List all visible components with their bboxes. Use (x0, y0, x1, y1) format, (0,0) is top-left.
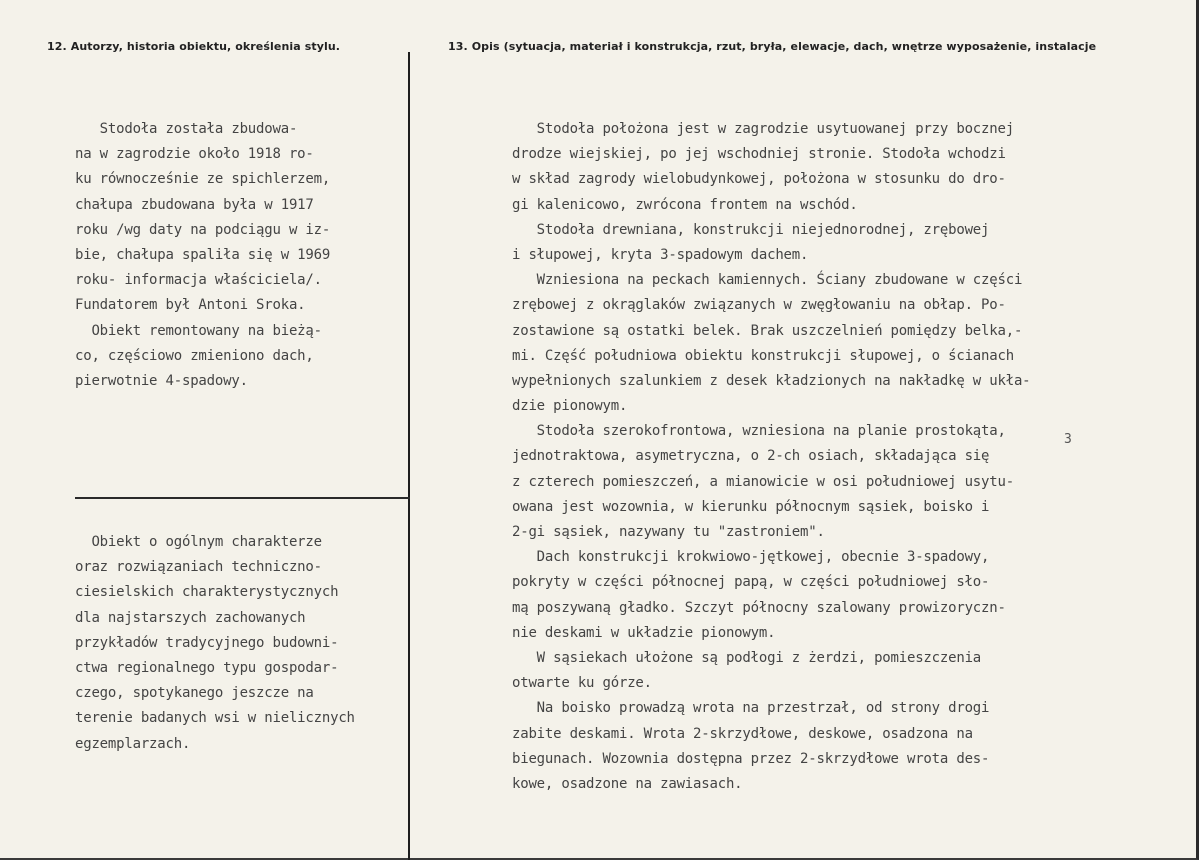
text-line: na w zagrodzie około 1918 ro- (75, 146, 314, 163)
text-line: Stodoła została zbudowa- (75, 121, 298, 137)
text-line: Stodoła położona jest w zagrodzie usytuowanej przy bocznej (512, 121, 1014, 137)
text-line: roku- informacja właściciela/. (75, 272, 322, 289)
text-line: przykładów tradycyjnego budowni- (75, 634, 339, 651)
text-line: Stodoła drewniana, konstrukcji niejednorodnej, zrębowej (512, 221, 990, 238)
text-line: dzie pionowym. (512, 398, 628, 415)
text-line: wypełnionych szalunkiem z desek kładzionych na nakładkę w ukła- (512, 372, 1031, 389)
text-line: z czterech pomieszczeń, a mianowicie w osi południowej usytu- (512, 473, 1014, 490)
margin-note: 3 (1064, 432, 1072, 447)
text-line: ciesielskich charakterystycznych (75, 584, 339, 601)
left-section-divider (75, 497, 410, 499)
text-line: kowe, osadzone na zawiasach. (512, 775, 743, 792)
text-line: zostawione są ostatki belek. Brak uszczelnień pomiędzy belka,- (512, 322, 1023, 339)
text-line: pierwotnie 4-spadowy. (75, 372, 248, 389)
history-text (75, 117, 330, 394)
text-line: otwarte ku górze. (512, 675, 652, 692)
text-line: mi. Część południowa obiektu konstrukcji słupowej, o ścianach (512, 347, 1014, 364)
text-line: Obiekt remontowany na bieżą- (75, 322, 322, 339)
text-line: drodze wiejskiej, po jej wschodniej stronie. Stodoła wchodzi (512, 146, 1006, 163)
section-12-header: 12. Autorzy, historia obiektu, określenia stylu. (47, 40, 341, 53)
text-line: gi kalenicowo, zwrócona frontem na wschód. (512, 196, 858, 213)
text-line: Wzniesiona na peckach kamiennych. Ściany zbudowane w części (512, 272, 1023, 289)
section-13-header: 13. Opis (sytuacja, materiał i konstrukcja, rzut, bryła, elewacje, dach, wnętrze wyposażenie, instalacje (448, 40, 1097, 53)
text-line: mą poszywaną gładko. Szczyt północny szalowany prowizoryczn- (512, 599, 1006, 616)
text-line: oraz rozwiązaniach techniczno- (75, 559, 322, 576)
text-line: zrębowej z okrąglaków związanych w zwęgłowaniu na obłap. Po- (512, 297, 1006, 314)
text-line: roku /wg daty na podciągu w iz- (75, 221, 331, 238)
text-line: bie, chałupa spaliła się w 1969 (75, 246, 331, 263)
text-line: zabite deskami. Wrota 2-skrzydłowe, deskowe, osadzona na (512, 725, 973, 742)
text-line: Dach konstrukcji krokwiowo-jętkowej, obecnie 3-spadowy, (512, 549, 990, 566)
text-line: jednotraktowa, asymetryczna, o 2-ch osiach, składająca się (512, 448, 990, 465)
column-divider (408, 52, 410, 860)
text-line: ku równocześnie ze spichlerzem, (75, 171, 331, 188)
text-line: owana jest wozownia, w kierunku północnym sąsiek, boisko i (512, 498, 990, 515)
text-line: egzemplarzach. (75, 735, 191, 752)
text-line: ctwa regionalnego typu gospodar- (75, 659, 339, 676)
text-line: Na boisko prowadzą wrota na przestrzał, od strony drogi (512, 700, 990, 717)
text-line: i słupowej, kryta 3-spadowym dachem. (512, 246, 809, 263)
description-text (512, 117, 1030, 797)
text-line: terenie badanych wsi w nielicznych (75, 710, 355, 727)
text-line: Fundatorem był Antoni Sroka. (75, 297, 306, 314)
text-line: Stodoła szerokofrontowa, wzniesiona na planie prostokąta, (512, 423, 1006, 440)
text-line: W sąsiekach ułożone są podłogi z żerdzi, pomieszczenia (512, 649, 982, 666)
text-line: w skład zagrody wielobudynkowej, położona w stosunku do dro- (512, 171, 1006, 188)
text-line: pokryty w części północnej papą, w części południowej sło- (512, 574, 990, 591)
text-line: dla najstarszych zachowanych (75, 609, 306, 626)
text-line: co, częściowo zmieniono dach, (75, 347, 314, 364)
text-line: biegunach. Wozownia dostępna przez 2-skrzydłowe wrota des- (512, 750, 990, 767)
text-line: chałupa zbudowana była w 1917 (75, 196, 314, 213)
text-line: czego, spotykanego jeszcze na (75, 685, 314, 702)
text-line: Obiekt o ogólnym charakterze (75, 534, 322, 550)
text-line: nie deskami w układzie pionowym. (512, 624, 776, 641)
summary-text (75, 530, 355, 757)
text-line: 2-gi sąsiek, nazywany tu "zastroniem". (512, 524, 825, 540)
